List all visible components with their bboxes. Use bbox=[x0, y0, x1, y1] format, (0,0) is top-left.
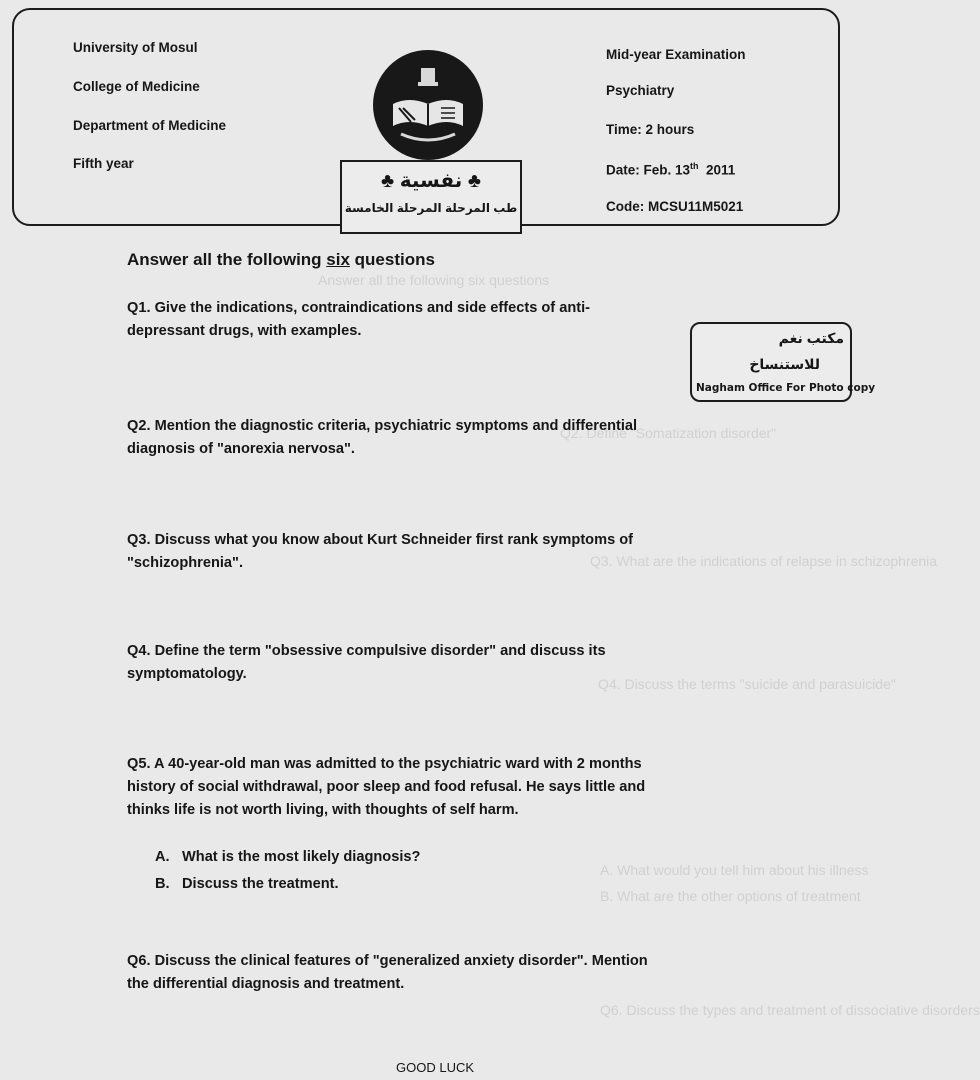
university-emblem bbox=[373, 50, 483, 160]
question-5-part-a: A. What is the most likely diagnosis? bbox=[155, 849, 421, 865]
question-5: Q5. A 40-year-old man was admitted to the psychiatric ward with 2 months history of social withdrawal, poor sleep and food refusal. He says little and thinks life is not worth living, with thoughts of self harm. bbox=[127, 756, 646, 818]
study-year: Fifth year bbox=[73, 156, 134, 171]
question-5-part-b: B. Discuss the treatment. bbox=[155, 876, 339, 892]
exam-date: Date: Feb. 13th 2011 bbox=[606, 161, 736, 178]
question-4: Q4. Define the term "obsessive compulsive disorder" and discuss its symptomatology. bbox=[127, 643, 606, 682]
exam-instruction: Answer all the following six questions bbox=[127, 250, 435, 269]
clover-icon: ♣ bbox=[381, 170, 395, 192]
exam-duration: Time: 2 hours bbox=[606, 122, 695, 137]
copy-office-arabic-subtitle: للاستنساخ bbox=[749, 356, 820, 372]
exam-title: Mid-year Examination bbox=[606, 47, 746, 62]
copy-office-arabic-name: مكتب نغم bbox=[778, 330, 844, 346]
question-6: Q6. Discuss the clinical features of "generalized anxiety disorder". Mention the differential diagnosis and treatment. bbox=[127, 953, 648, 992]
subject-stamp-title: نفسية bbox=[399, 170, 463, 192]
copy-office-english-name: Nagham Office For Photo copy bbox=[696, 382, 876, 394]
department-name: Department of Medicine bbox=[73, 118, 227, 133]
question-1: Q1. Give the indications, contraindications and side effects of anti- depressant drugs, with examples. bbox=[127, 300, 591, 339]
subject-stamp bbox=[340, 160, 522, 234]
exam-subject: Psychiatry bbox=[606, 83, 675, 98]
university-name: University of Mosul bbox=[73, 40, 198, 55]
good-luck-footer: GOOD LUCK bbox=[396, 1060, 475, 1075]
question-3: Q3. Discuss what you know about Kurt Schneider first rank symptoms of "schizophrenia". bbox=[127, 532, 634, 571]
clover-icon: ♣ bbox=[467, 170, 481, 192]
subject-stamp-subtitle: طب المرحلة المرحلة الخامسة bbox=[344, 201, 518, 215]
emblem-book-icon bbox=[383, 60, 473, 150]
copy-office-stamp bbox=[690, 322, 876, 402]
college-name: College of Medicine bbox=[73, 79, 200, 94]
exam-code: Code: MCSU11M5021 bbox=[606, 199, 744, 214]
question-2: Q2. Mention the diagnostic criteria, psychiatric symptoms and differential diagnosis of "anorexia nervosa". bbox=[127, 418, 638, 457]
